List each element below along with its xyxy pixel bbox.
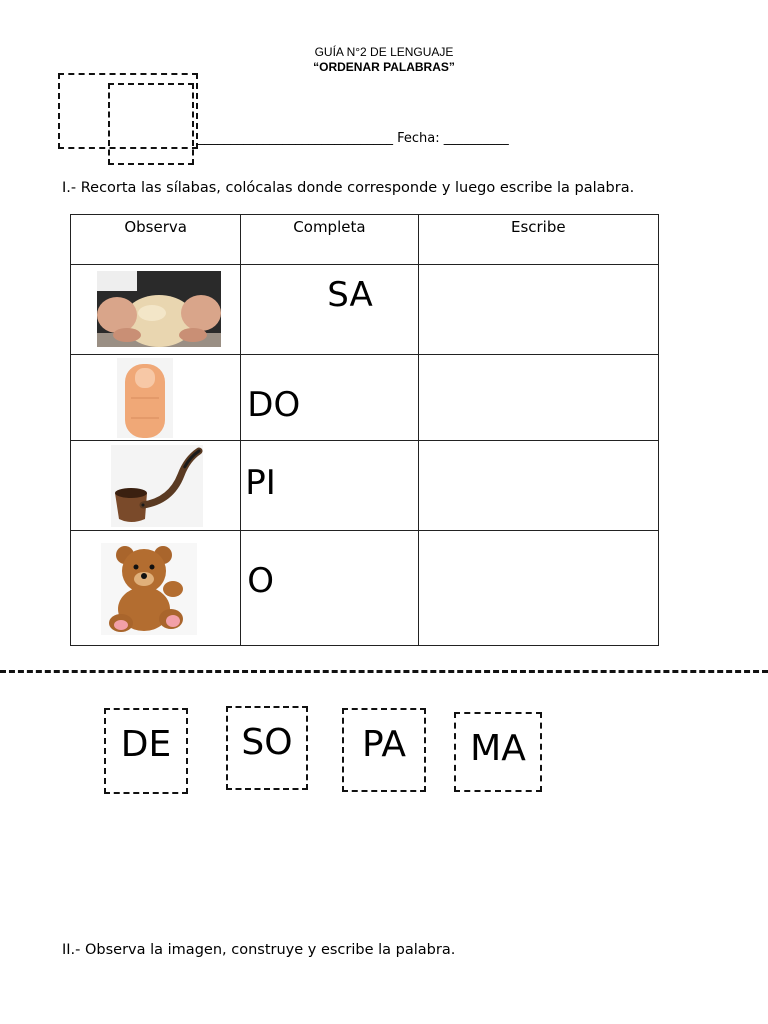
table-row [71, 355, 659, 441]
column-header-escribe: Escribe [418, 215, 658, 265]
syllable-o: O [247, 561, 275, 601]
guide-number: GUÍA N°2 DE LENGUAJE [314, 45, 454, 59]
escribe-cell[interactable] [418, 441, 658, 531]
escribe-cell[interactable] [418, 531, 658, 646]
escribe-cell[interactable] [418, 355, 658, 441]
syllable-card[interactable]: MA [454, 712, 542, 792]
section1-instruction: I.- Recorta las sílabas, colócalas donde corresponde y luego escribe la palabra. [62, 180, 635, 196]
observa-cell [71, 355, 241, 441]
table-row [71, 441, 659, 531]
pipe-icon [111, 445, 203, 527]
syllable-do: DO [247, 385, 301, 425]
syllable-card[interactable]: SO [226, 706, 308, 790]
syllable-pi: PI [245, 463, 276, 503]
completa-cell [241, 265, 418, 355]
column-header-observa: Observa [71, 215, 241, 265]
observa-cell [71, 441, 241, 531]
observa-cell [71, 265, 241, 355]
column-header-completa: Completa [241, 215, 418, 265]
syllable-card[interactable]: PA [342, 708, 426, 792]
dough-hands-icon [97, 271, 221, 347]
activity-table [70, 214, 659, 646]
cut-line [0, 670, 768, 673]
finger-icon [117, 358, 173, 438]
syllable-sa: SA [327, 275, 373, 315]
table-header-row [71, 215, 659, 265]
teddy-bear-icon [101, 543, 197, 635]
completa-cell [241, 355, 418, 441]
section2-instruction: II.- Observa la imagen, construye y escribe la palabra. [62, 942, 456, 958]
completa-cell [241, 531, 418, 646]
syllable-card[interactable]: DE [104, 708, 188, 794]
table-row [71, 531, 659, 646]
guide-title: “ORDENAR PALABRAS” [313, 60, 455, 74]
observa-cell [71, 531, 241, 646]
name-box-inner [108, 83, 194, 165]
table-row [71, 265, 659, 355]
name-date-line: ______________________________ Fecha: __________ [198, 131, 509, 146]
completa-cell [241, 441, 418, 531]
